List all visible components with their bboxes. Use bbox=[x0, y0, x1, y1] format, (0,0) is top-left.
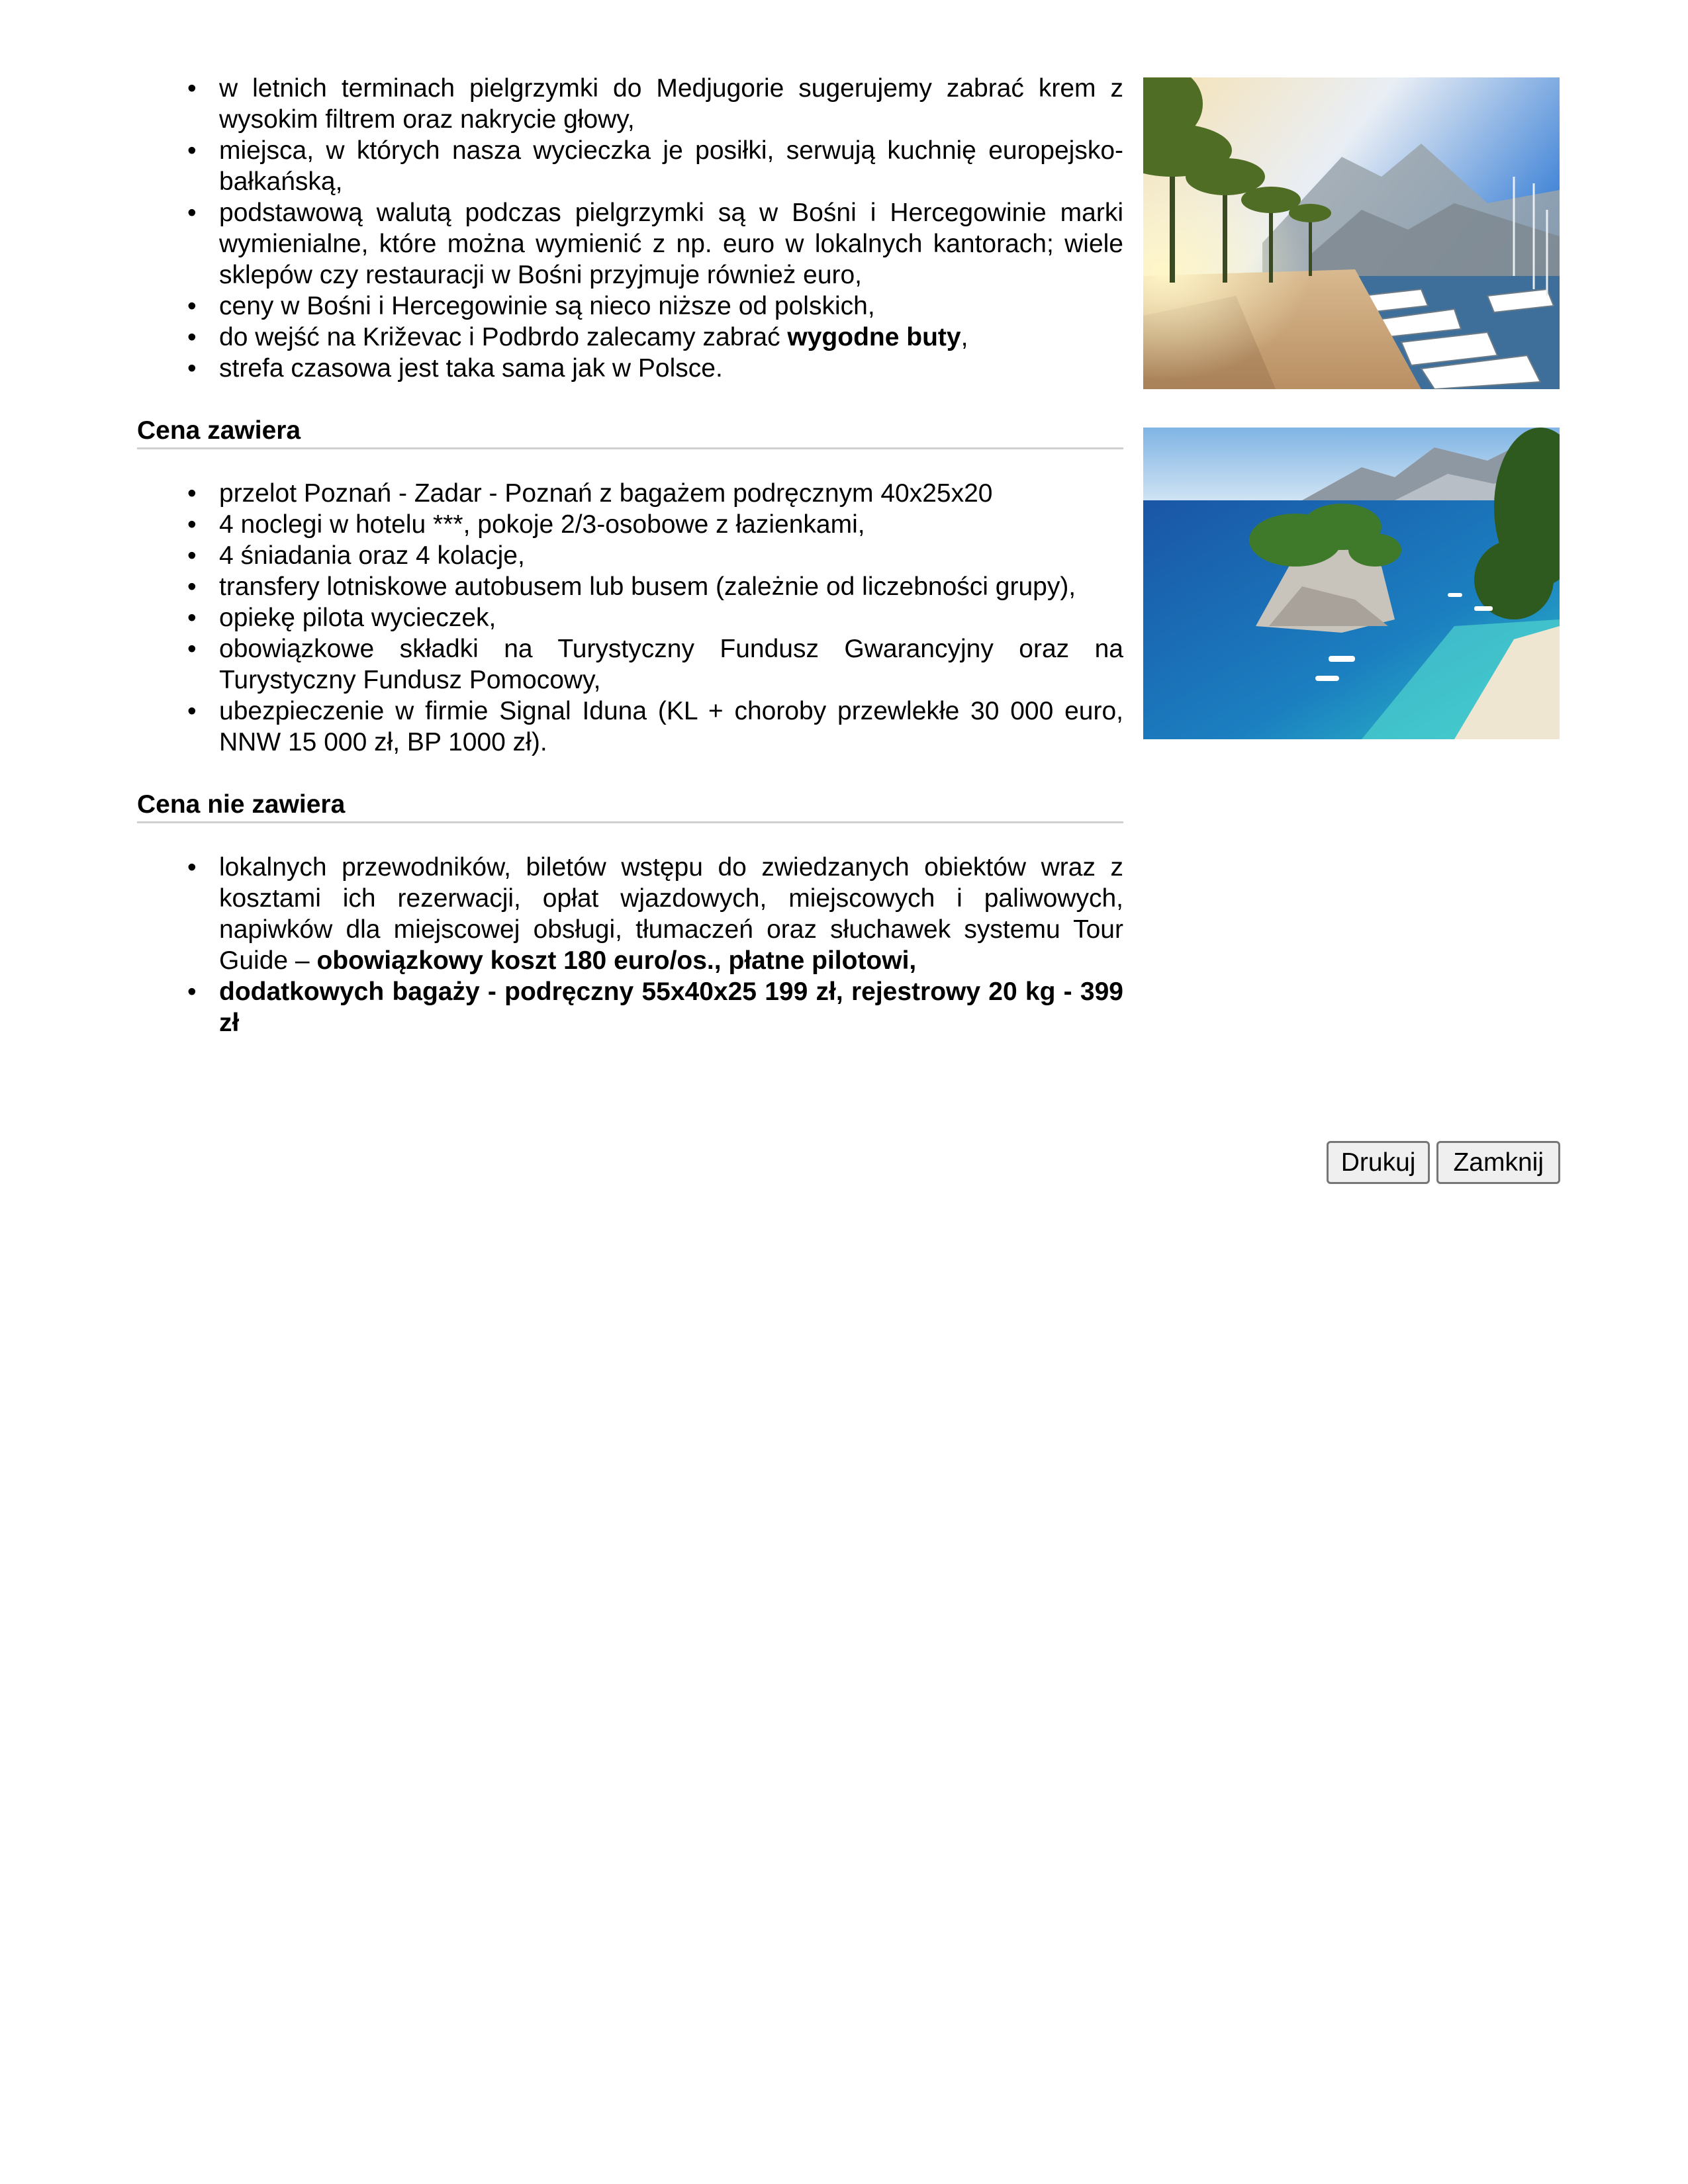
list-item bbox=[219, 571, 1123, 602]
action-buttons bbox=[1327, 1141, 1560, 1184]
included-heading: Cena zawiera bbox=[137, 415, 1123, 449]
list-item bbox=[219, 602, 1123, 633]
list-item bbox=[219, 540, 1123, 571]
bold-text: obowiązkowy koszt 180 euro/os., płatne pilotowi, bbox=[316, 946, 917, 975]
list-item bbox=[219, 696, 1123, 758]
list-item bbox=[219, 633, 1123, 696]
item-text: , bbox=[961, 323, 968, 351]
item-text: ubezpieczenie w firmie Signal Iduna (KL + choroby przewlekłe 30 000 euro, NNW 15 000 zł, BP 1000 zł). bbox=[219, 697, 1123, 756]
list-item bbox=[219, 478, 1123, 509]
list-item bbox=[219, 322, 1123, 353]
adriatic-bay-photo bbox=[1143, 428, 1560, 739]
print-button[interactable]: Drukuj bbox=[1327, 1141, 1430, 1184]
item-text: przelot Poznań - Zadar - Poznań z bagażem podręcznym 40x25x20 bbox=[219, 479, 993, 508]
list-item bbox=[219, 852, 1123, 976]
excluded-list bbox=[137, 852, 1123, 1038]
excluded-heading: Cena nie zawiera bbox=[137, 789, 1123, 823]
item-text: w letnich terminach pielgrzymki do Medjugorie sugerujemy zabrać krem z wysokim filtrem oraz nakrycie głowy, bbox=[219, 74, 1123, 134]
tips-list bbox=[137, 73, 1123, 384]
list-item bbox=[219, 291, 1123, 322]
close-button[interactable]: Zamknij bbox=[1436, 1141, 1560, 1184]
list-item bbox=[219, 353, 1123, 384]
list-item bbox=[219, 976, 1123, 1038]
item-text: obowiązkowe składki na Turystyczny Fundusz Gwarancyjny oraz na Turystyczny Fundusz Pomocowy, bbox=[219, 635, 1123, 694]
bold-text: wygodne buty bbox=[787, 323, 961, 351]
harbor-promenade-photo bbox=[1143, 77, 1560, 389]
content-column bbox=[137, 73, 1123, 1038]
item-text: opiekę pilota wycieczek, bbox=[219, 604, 496, 632]
list-item bbox=[219, 135, 1123, 197]
item-text: miejsca, w których nasza wycieczka je posiłki, serwują kuchnię europejsko-bałkańską, bbox=[219, 136, 1123, 196]
list-item bbox=[219, 197, 1123, 291]
list-item bbox=[219, 509, 1123, 540]
included-list bbox=[137, 478, 1123, 758]
item-text: strefa czasowa jest taka sama jak w Polsce. bbox=[219, 354, 723, 383]
item-text: 4 noclegi w hotelu ***, pokoje 2/3-osobowe z łazienkami, bbox=[219, 510, 865, 539]
item-text: ceny w Bośni i Hercegowinie są nieco niższe od polskich, bbox=[219, 292, 875, 320]
item-text: podstawową walutą podczas pielgrzymki są w Bośni i Hercegowinie marki wymienialne, które można wymienić z np. euro w lokalnych kantorach; wiele sklepów czy restauracji w Bośni przyjmuje również euro, bbox=[219, 199, 1123, 289]
item-text: 4 śniadania oraz 4 kolacje, bbox=[219, 541, 525, 570]
bold-text: dodatkowych bagaży - podręczny 55x40x25 199 zł, rejestrowy 20 kg - 399 zł bbox=[219, 978, 1123, 1037]
item-text: transfery lotniskowe autobusem lub busem (zależnie od liczebności grupy), bbox=[219, 572, 1076, 601]
list-item bbox=[219, 73, 1123, 135]
item-text: do wejść na Križevac i Podbrdo zalecamy zabrać bbox=[219, 323, 788, 351]
item-text: lokalnych przewodników, biletów wstępu do zwiedzanych obiektów wraz z kosztami ich rezerwacji, opłat wjazdowych, miejscowych i paliwowych, napiwków dla miejscowej obsługi, tłumaczeń oraz słuchawek systemu Tour Guide – bbox=[219, 853, 1123, 975]
